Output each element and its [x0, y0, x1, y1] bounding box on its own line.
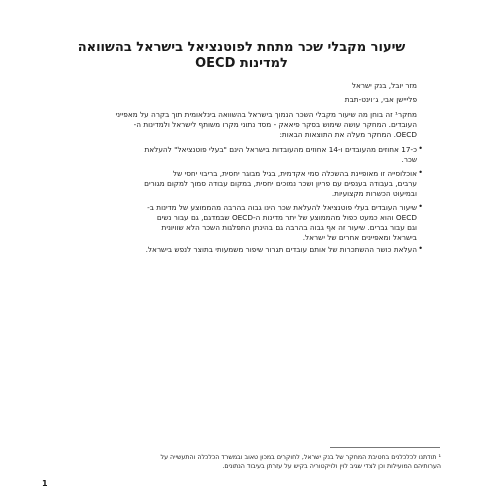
author-line-2: פלייישן אבי, ג׳וינט-תבת	[344, 95, 417, 104]
bullet-3-line-4: בישראל ומאפיינים אחרים של ישראל.	[302, 233, 417, 242]
bullet-marker: •	[418, 202, 423, 211]
bullet-3-line-1: שיעור העובדים בעלי פוטנציאל להעלאת שכר הינו גבוה בהרבה מהממוצע של מדינות ב-	[147, 203, 417, 212]
abstract-line-3: OECD. המחקר מעלה את התוצאות הבאות:	[279, 130, 417, 139]
title-line-1: שיעור מקבלי שכר מתחת לפוטנציאל בישראל בהשוואה	[77, 40, 406, 55]
bullet-marker: •	[418, 168, 423, 177]
bullet-marker: •	[418, 144, 423, 153]
bullet-3-line-2: OECD והוא כמעט כפול מהממוצע של יתר מדינות ה-OECD שבמדגם, גם עבור נשים	[156, 213, 417, 222]
bullet-1-line-2: שכר.	[401, 155, 417, 164]
page-number: 1	[42, 479, 48, 488]
title-line-2: למדינות OECD	[195, 56, 288, 71]
bullet-marker: •	[418, 244, 423, 253]
bullet-2-line-2: ערבים, בעבודה בענפים עם פריון ושכר נמוכים יחסית, במקום עבודה סמוך למקום מגורים	[144, 179, 417, 188]
author-line-1: מזר יובל, בנק ישראל	[351, 81, 417, 90]
footnote-line-1: ¹ תודתנו לכלכלנים בחטיבת המחקר של בנק ישראל, לחוקרים במכון טאוב ובמשרד הכלכלה והתעשייה על	[160, 454, 441, 461]
bullet-2-line-1: אוכלוסייה זו מאופיינת בהשכלה סמי אקדמית, בגיל מבוגר יחסית, בריבוי יחסי של	[172, 169, 417, 178]
bullet-3-line-3: וגם עבור גברים. שיעור זה אף גבוה בהרבה גם בהינתן התפלגות השכר הלא שוויונית	[161, 223, 417, 232]
footnote-separator	[330, 447, 440, 448]
bullet-4-line-1: העלאת כושר ההשתכרות של אותם עובדים תגרור שיפור משמעותי בתוצר לנפש בישראל.	[145, 245, 417, 254]
abstract-line-1: מחקר¹ זה בוחן מה שיעור מקבלי השכר הנמוך בישראל בהשוואה בינלאומית תוך בקרה על מאפייני	[115, 110, 417, 119]
footnote-line-2: הערותיהם המועילות וכן לצדי שגיב לוין ולויקטוריה בקיש על עזרתן בעיבוד הנתונים.	[222, 463, 441, 470]
bullet-2-line-3: ובמיעוט הכשרות מקצועיות.	[331, 189, 417, 198]
abstract-line-2: העובדים. המחקר עושה שימוש בסקר פיאאק - מסד נתוני מקרו משותף לישראל ולמדינות ה-	[133, 120, 417, 129]
bullet-1-line-1: כ-17 אחוזים מהעובדים ו-14 אחוזים מהעובדות בישראל הינם "בעלי פוטנציאל" להעלאת	[144, 145, 417, 154]
